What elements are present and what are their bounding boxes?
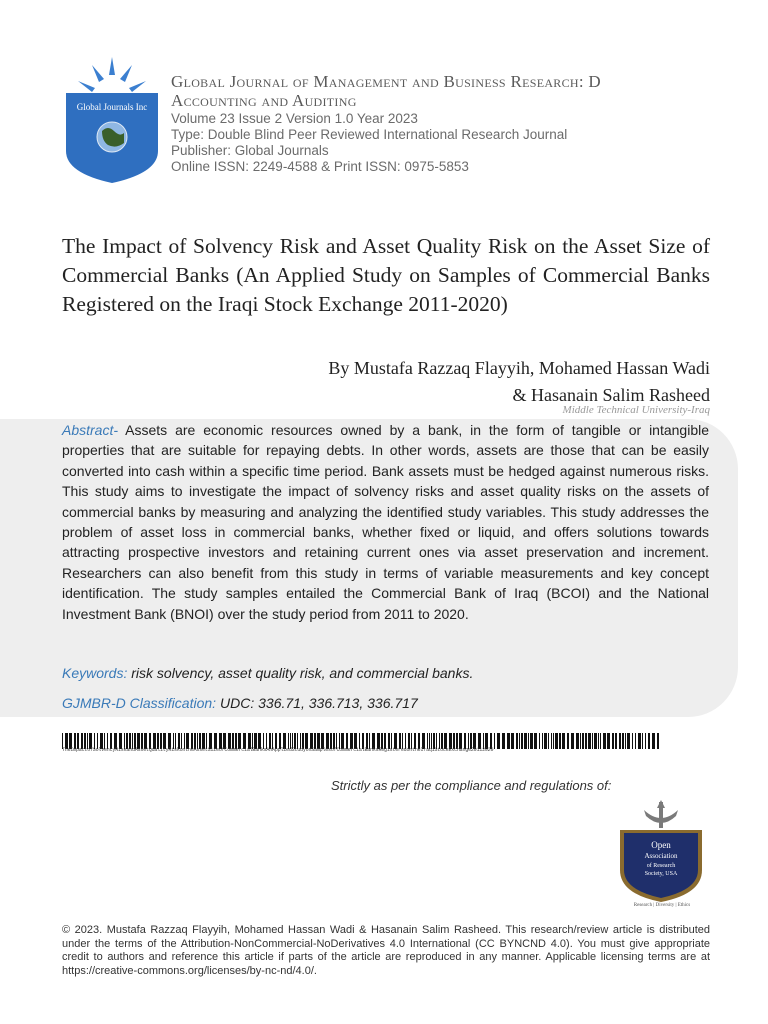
abstract-label: Abstract- bbox=[62, 422, 119, 438]
barcode-text: TheImpactofSolvencyRiskandAssetQualityRiskontheAssetSizeofCommercialBanksAnAppliedStudyonSamplesofCommercialBanksRegisteredontheIraqiStockExchange20112020 bbox=[62, 747, 494, 753]
logo-text: Global Journals Inc bbox=[76, 102, 148, 112]
copyright-notice: © 2023. Mustafa Razzaq Flayyih, Mohamed Hassan Wadi & Hasanain Salim Rasheed. This research/review article is distributed under the terms of the Attribution-NonCommercial-NoDerivatives 4.0 International (CC BYNCND 4.0). You must give appropriate credit to authors and reference this article if parts of the article are reproduced in any manner. Applicable licensing terms are at https://creative-commons.org/licenses/by-nc-nd/4.0/. bbox=[62, 924, 710, 977]
authors-line2: & Hasanain Salim Rasheed bbox=[512, 385, 710, 405]
article-authors bbox=[328, 355, 710, 409]
journal-publisher: Publisher: Global Journals bbox=[171, 143, 329, 158]
keywords bbox=[62, 665, 473, 681]
journal-title bbox=[171, 72, 751, 110]
seal-line3: of Research bbox=[646, 863, 676, 869]
classification-label: GJMBR-D Classification: bbox=[62, 695, 217, 711]
seal-line4: Society, USA bbox=[644, 871, 678, 877]
global-journals-logo bbox=[62, 55, 162, 183]
abstract bbox=[62, 420, 709, 624]
journal-volume: Volume 23 Issue 2 Version 1.0 Year 2023 bbox=[171, 111, 418, 126]
abstract-text: Assets are economic resources owned by a bank, in the form of tangible or intangible properties that are suitable for repaying debts. In other words, assets are those that can be easily converted into cash within a specific time period. Bank assets must be hedged against numerous risks. This study aims to investigate the impact of solvency risks and asset quality risks on the assets of commercial banks by measuring and analyzing the identified study variables. This study addresses the problem of asset loss in commercial banks, whether fixed or liquid, and offers solutions towards attracting prospective investors and retaining current ones via asset preservation and increment. Researchers can also benefit from this study in terms of variable measurements and key concept identification. The study samples entailed the Commercial Bank of Iraq (BCOI) and the National Investment Bank (BNOI) over the study period from 2011 to 2020. bbox=[62, 422, 709, 622]
authors-line1: By Mustafa Razzaq Flayyih, Mohamed Hassan Wadi bbox=[328, 358, 710, 378]
journal-meta bbox=[171, 111, 731, 175]
classification-text: UDC: 336.71, 336.713, 336.717 bbox=[220, 695, 418, 711]
journal-title-line2: Accounting and Auditing bbox=[171, 91, 357, 110]
seal-line2: Association bbox=[644, 852, 678, 860]
seal-caption: Research | Diversity | Ethics bbox=[633, 903, 691, 908]
article-title: The Impact of Solvency Risk and Asset Quality Risk on the Asset Size of Commercial Banks (An Applied Study on Samples of Commercial Banks Registered on the Iraqi Stock Exchange 2011-2020) bbox=[62, 234, 710, 316]
journal-title-line1: Global Journal of Management and Business Research: D bbox=[171, 72, 602, 91]
classification bbox=[62, 695, 418, 711]
journal-issn: Online ISSN: 2249-4588 & Print ISSN: 0975-5853 bbox=[171, 159, 469, 174]
author-affiliation: Middle Technical University-Iraq bbox=[562, 404, 710, 416]
keywords-text: risk solvency, asset quality risk, and commercial banks. bbox=[131, 665, 474, 681]
journal-type: Type: Double Blind Peer Reviewed International Research Journal bbox=[171, 127, 568, 142]
oars-seal bbox=[606, 800, 716, 916]
compliance-note: Strictly as per the compliance and regulations of: bbox=[331, 778, 612, 793]
keywords-label: Keywords: bbox=[62, 665, 128, 681]
seal-line1: Open bbox=[651, 840, 671, 850]
